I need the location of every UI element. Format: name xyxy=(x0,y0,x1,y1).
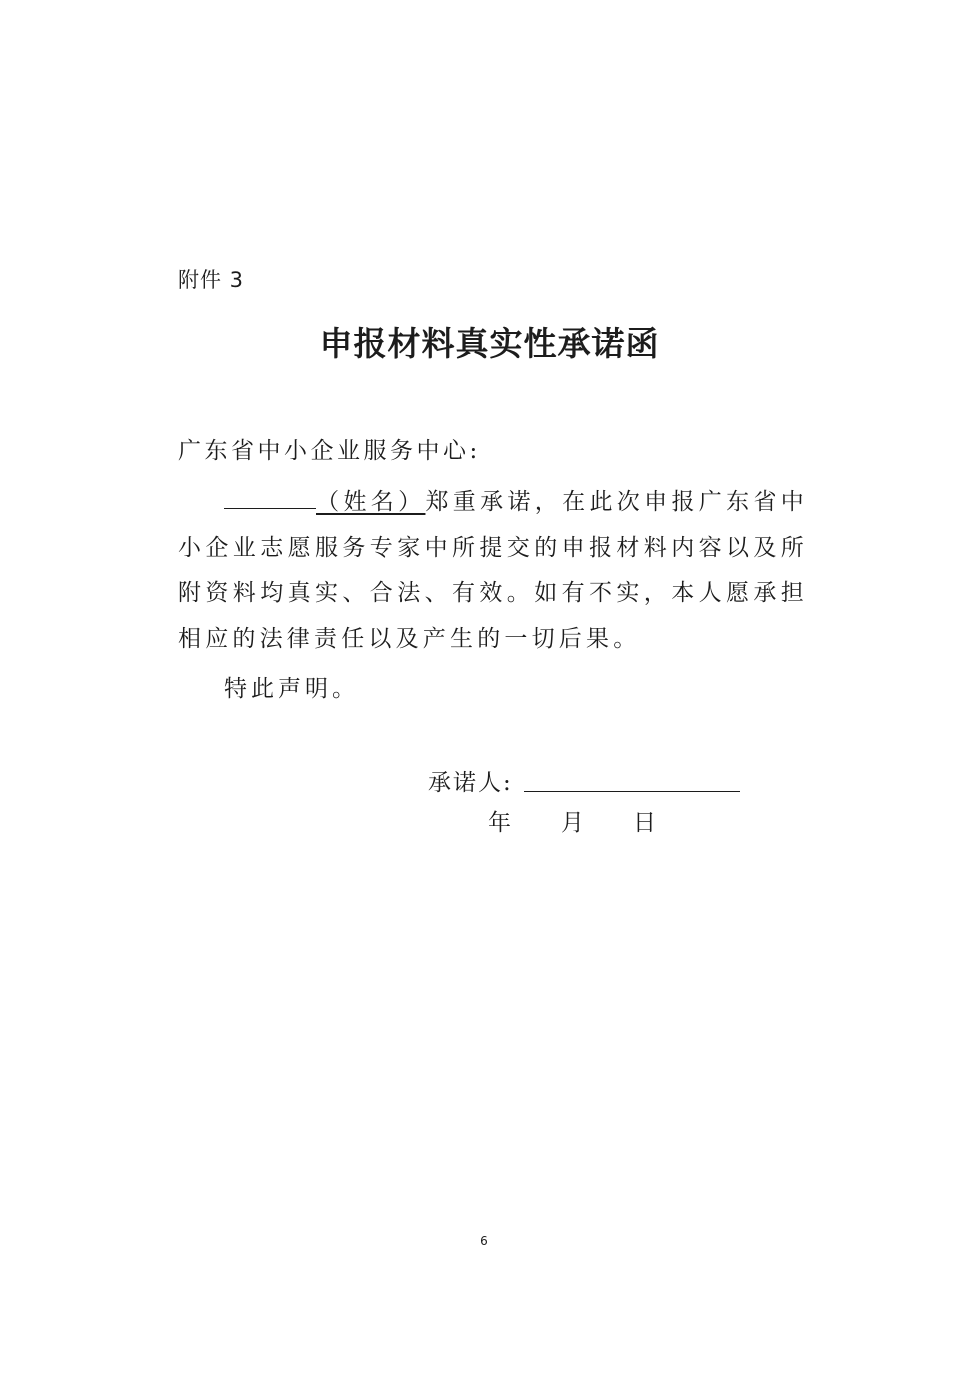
date-day-label: 日 xyxy=(633,810,656,836)
pledge-text: 郑重承诺，在此次申报广东省中小企业志愿服务专家中所提交的申报材料内容以及所附资料均真实、合法、有效。如有不实，本人愿承担相应的法律责任以及产生的一切后果。 xyxy=(178,489,808,652)
page-number: 6 xyxy=(480,1234,488,1248)
recipient-line: 广东省中小企业服务中心: xyxy=(178,438,481,464)
signer-label: 承诺人: xyxy=(428,770,513,796)
date-year-label: 年 xyxy=(488,810,511,836)
name-blank-line xyxy=(224,486,316,509)
pledge-paragraph xyxy=(178,480,808,662)
attachment-label: 附件 3 xyxy=(178,268,245,292)
signature-line xyxy=(524,791,740,792)
date-month-label: 月 xyxy=(561,810,584,836)
name-hint: （姓名） xyxy=(316,489,426,515)
document-title: 申报材料真实性承诺函 xyxy=(319,324,660,363)
closing-statement: 特此声明。 xyxy=(224,676,359,702)
